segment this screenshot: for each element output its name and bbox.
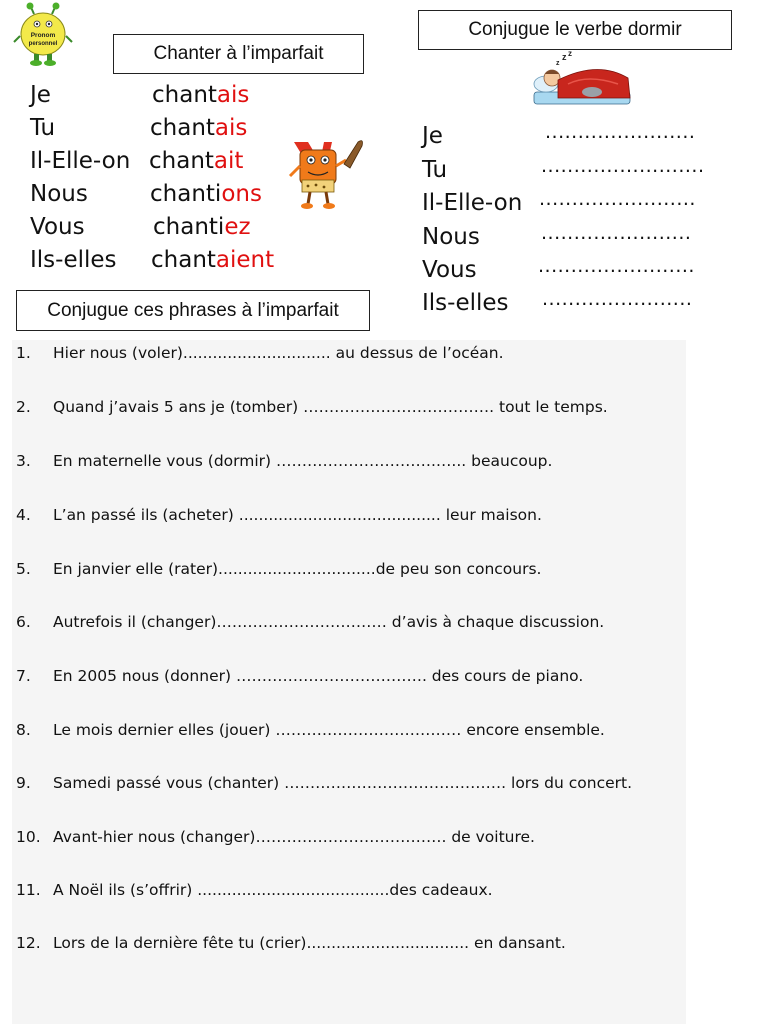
pronoun: Ils-elles <box>422 290 509 316</box>
chanter-row <box>30 214 251 240</box>
chanter-row <box>30 82 250 108</box>
pronoun: Ils-elles <box>30 247 117 273</box>
verb-stem: chant <box>149 148 214 174</box>
verb-ending: aient <box>215 247 275 273</box>
dormir-row <box>422 188 696 216</box>
svg-text:z: z <box>568 49 572 58</box>
sleeping-drawing <box>528 48 634 114</box>
pronoun: Vous <box>422 257 477 283</box>
exercise-number: 8. <box>16 721 31 739</box>
exercise-text: Autrefois il (changer)…………………………… d’avis à chaque discussion. <box>53 613 605 631</box>
exercise-text: A Noël ils (s’offrir) .......................................des cadeaux. <box>53 881 493 899</box>
pronoun: Nous <box>422 224 480 250</box>
exercise-text: Hier nous (voler).............................. au dessus de l’océan. <box>53 344 504 362</box>
exercise-text: Samedi passé vous (chanter) ……………………………………. lors du concert. <box>53 774 633 792</box>
answer-blank[interactable]: ........................ <box>539 188 696 210</box>
pronoun: Je <box>422 123 443 149</box>
exercise-item[interactable] <box>16 828 535 846</box>
answer-blank[interactable]: ....................... <box>545 121 696 143</box>
chanter-row <box>30 181 262 207</box>
zzz-icon: z <box>562 52 567 62</box>
chanter-row <box>30 247 275 273</box>
exercise-item[interactable] <box>16 934 566 952</box>
verb-ending: ais <box>214 115 248 141</box>
dormir-row <box>422 255 695 283</box>
sleeping-illustration <box>528 48 634 114</box>
pronoun: Il-Elle-on <box>422 190 523 216</box>
pronoun: Nous <box>30 181 88 207</box>
verb-ending: ons <box>221 181 262 207</box>
mascot-label-2: personnel <box>28 41 58 47</box>
dormir-row <box>422 288 693 316</box>
pronoun: Tu <box>30 115 56 141</box>
pronoun: Je <box>30 82 51 108</box>
dormir-row <box>422 121 696 149</box>
exercise-text: En 2005 nous (donner) ………………………………. des cours de piano. <box>53 667 584 685</box>
exercise-number: 11. <box>16 881 41 899</box>
verb-ending: ais <box>216 82 250 108</box>
answer-blank[interactable]: ......................... <box>541 155 705 177</box>
chanter-row <box>30 115 248 141</box>
exercise-text: En janvier elle (rater)................................de peu son concours. <box>53 560 542 578</box>
verb-ending: ait <box>213 148 244 174</box>
verbe-mascot-drawing <box>286 136 366 212</box>
exercise-item[interactable] <box>16 613 604 631</box>
pronoun: Vous <box>30 214 85 240</box>
exercise-item[interactable] <box>16 344 504 362</box>
verb-stem: chant <box>150 115 215 141</box>
exercise-number: 4. <box>16 506 31 524</box>
exercise-number: 9. <box>16 774 31 792</box>
exercise-number: 5. <box>16 560 31 578</box>
exercise-number: 2. <box>16 398 31 416</box>
exercise-item[interactable] <box>16 560 542 578</box>
dormir-row <box>422 155 705 183</box>
exercise-number: 1. <box>16 344 31 362</box>
exercise-item[interactable] <box>16 506 542 524</box>
exercise-item[interactable] <box>16 881 493 899</box>
exercise-item[interactable] <box>16 667 583 685</box>
exercise-text: Quand j’avais 5 ans je (tomber) ………………………………. tout le temps. <box>53 398 608 416</box>
verb-stem: chanti <box>153 214 225 240</box>
exercise-text: Lors de la dernière fête tu (crier)................................. en dansant. <box>53 934 566 952</box>
pronom-personnel-mascot <box>12 2 74 68</box>
mascot-drawing <box>12 2 74 68</box>
verb-stem: chant <box>152 82 217 108</box>
svg-text:z: z <box>556 60 560 67</box>
exercise-text: En maternelle vous (dormir) ………………………….…... beaucoup. <box>53 452 553 470</box>
exercise-number: 6. <box>16 613 31 631</box>
exercise-number: 3. <box>16 452 31 470</box>
exercise-item[interactable] <box>16 452 552 470</box>
title-conjugue-dormir: Conjugue le verbe dormir <box>418 10 732 50</box>
chanter-row <box>30 148 244 174</box>
pronoun: Il-Elle-on <box>30 148 131 174</box>
exercise-number: 7. <box>16 667 31 685</box>
mascot-label-1: Pronom <box>30 32 56 39</box>
answer-blank[interactable]: ....................... <box>542 288 693 310</box>
exercise-text: Avant-hier nous (changer)………………………………. de voiture. <box>53 828 535 846</box>
title-chanter-imparfait: Chanter à l’imparfait <box>113 34 364 74</box>
title-conjugue-phrases: Conjugue ces phrases à l’imparfait <box>16 290 370 331</box>
verb-stem: chant <box>151 247 216 273</box>
exercise-number: 12. <box>16 934 41 952</box>
verb-ending: ez <box>224 214 251 240</box>
exercise-item[interactable] <box>16 774 632 792</box>
exercise-number: 10. <box>16 828 41 846</box>
exercise-item[interactable] <box>16 398 608 416</box>
verb-stem: chanti <box>150 181 222 207</box>
exercise-text: L’an passé ils (acheter) ......................................... leur maison. <box>53 506 542 524</box>
pronoun: Tu <box>422 157 448 183</box>
dormir-row <box>422 222 692 250</box>
verbe-mascot <box>286 136 366 212</box>
exercise-text: Le mois dernier elles (jouer) ……………………………… encore ensemble. <box>53 721 605 739</box>
answer-blank[interactable]: ....................... <box>541 222 692 244</box>
exercise-item[interactable] <box>16 721 605 739</box>
answer-blank[interactable]: ........................ <box>538 255 695 277</box>
